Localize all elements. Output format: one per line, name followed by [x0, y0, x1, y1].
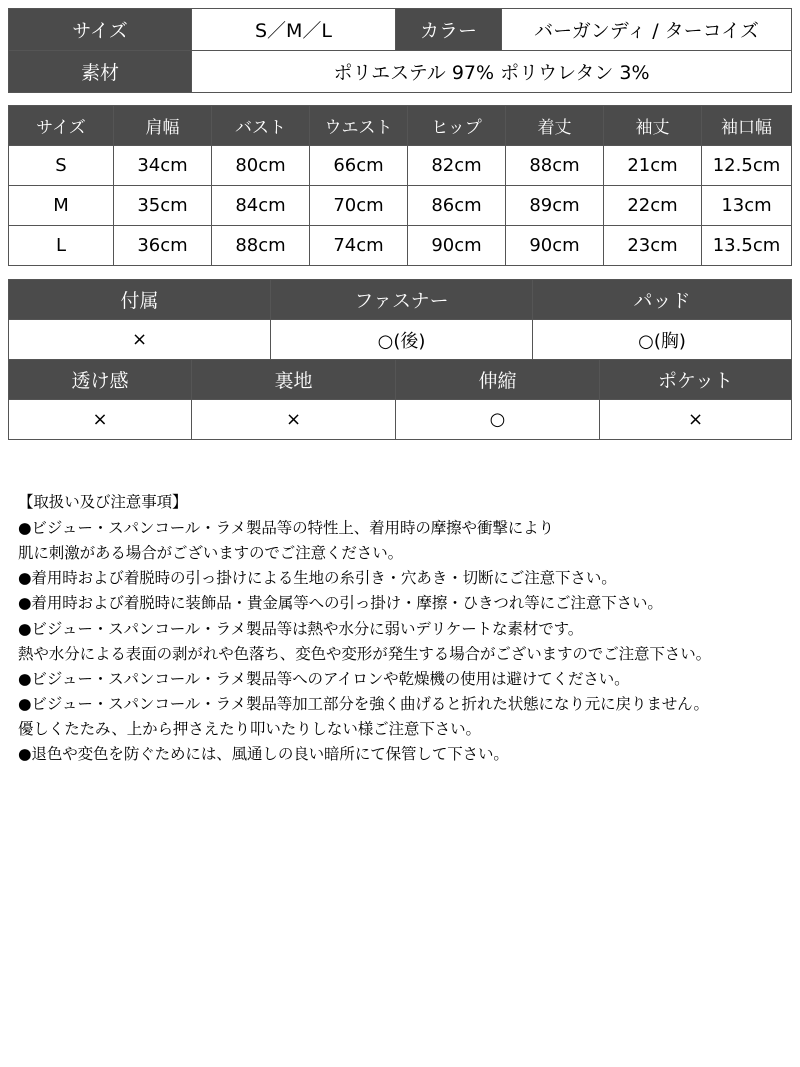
measure-header-cuff: 袖口幅	[702, 106, 792, 146]
spec-color-label: カラー	[396, 9, 502, 51]
measure-cell: 34cm	[114, 146, 212, 186]
spec-color-value: バーガンディ / ターコイズ	[502, 9, 792, 51]
table-row	[9, 226, 792, 266]
measure-header-hip: ヒップ	[408, 106, 506, 146]
measure-cell: 82cm	[408, 146, 506, 186]
attr-header-lining: 裏地	[192, 360, 396, 400]
care-note-line: ●ビジュー・スパンコール・ラメ製品等は熱や水分に弱いデリケートな素材です。	[18, 619, 584, 638]
measure-header-length: 着丈	[506, 106, 604, 146]
measure-header-bust: バスト	[212, 106, 310, 146]
attr-value-lining: ×	[192, 400, 396, 440]
measure-cell: 35cm	[114, 186, 212, 226]
table-header-row	[9, 106, 792, 146]
attr-value-zipper: ○(後)	[271, 320, 533, 360]
spec-size-label: サイズ	[9, 9, 192, 51]
care-notes-title: 【取扱い及び注意事項】	[18, 493, 188, 511]
measure-cell: 70cm	[310, 186, 408, 226]
attribute-table-2	[8, 359, 792, 440]
table-header-row	[9, 280, 792, 320]
measure-cell: L	[9, 226, 114, 266]
table-row	[9, 400, 792, 440]
attribute-table	[8, 279, 792, 360]
measure-cell: 21cm	[604, 146, 702, 186]
measure-header-size: サイズ	[9, 106, 114, 146]
measure-cell: 88cm	[212, 226, 310, 266]
measure-cell: 90cm	[408, 226, 506, 266]
measure-cell: 90cm	[506, 226, 604, 266]
measure-cell: 88cm	[506, 146, 604, 186]
care-note-line: ●着用時および着脱時に装飾品・貴金属等への引っ掛け・摩擦・ひきつれ等にご注意下さい。	[18, 594, 663, 613]
attr-value-pad: ○(胸)	[533, 320, 792, 360]
measure-cell: 36cm	[114, 226, 212, 266]
attr-header-stretch: 伸縮	[396, 360, 600, 400]
measure-cell: 13.5cm	[702, 226, 792, 266]
measure-header-shoulder: 肩幅	[114, 106, 212, 146]
measure-cell: 12.5cm	[702, 146, 792, 186]
table-row	[9, 51, 792, 93]
care-note-line: ●着用時および着脱時の引っ掛けによる生地の糸引き・穴あき・切断にご注意下さい。	[18, 569, 617, 588]
attr-header-pocket: ポケット	[600, 360, 792, 400]
measure-header-sleeve: 袖丈	[604, 106, 702, 146]
attr-header-sheer: 透け感	[9, 360, 192, 400]
measure-cell: 80cm	[212, 146, 310, 186]
measure-cell: 89cm	[506, 186, 604, 226]
attr-value-stretch: ○	[396, 400, 600, 440]
spec-material-label: 素材	[9, 51, 192, 93]
care-note-line: ●ビジュー・スパンコール・ラメ製品等の特性上、着用時の摩擦や衝撃により	[18, 519, 554, 538]
table-row	[9, 146, 792, 186]
measure-cell: S	[9, 146, 114, 186]
measure-header-waist: ウエスト	[310, 106, 408, 146]
table-row	[9, 9, 792, 51]
attr-value-pocket: ×	[600, 400, 792, 440]
measure-cell: 13cm	[702, 186, 792, 226]
care-note-line: 優しくたたみ、上から押さえたり叩いたりしない様ご注意下さい。	[18, 719, 481, 738]
measurement-table	[8, 105, 792, 266]
care-notes	[8, 490, 792, 767]
table-row	[9, 320, 792, 360]
attr-header-accessory: 付属	[9, 280, 271, 320]
measure-cell: 74cm	[310, 226, 408, 266]
attr-value-sheer: ×	[9, 400, 192, 440]
care-note-line: ●退色や変色を防ぐためには、風通しの良い暗所にて保管して下さい。	[18, 745, 509, 764]
table-header-row	[9, 360, 792, 400]
care-note-line: ●ビジュー・スパンコール・ラメ製品等へのアイロンや乾燥機の使用は避けてください。	[18, 669, 630, 688]
care-note-line: 熱や水分による表面の剥がれや色落ち、変色や変形が発生する場合がございますのでご注意下さい。	[18, 644, 712, 663]
measure-cell: 22cm	[604, 186, 702, 226]
measure-cell: 23cm	[604, 226, 702, 266]
attr-header-pad: パッド	[533, 280, 792, 320]
attr-header-zipper: ファスナー	[271, 280, 533, 320]
spec-table	[8, 8, 792, 93]
spec-material-value: ポリエステル 97% ポリウレタン 3%	[192, 51, 792, 93]
spec-size-value: S／M／L	[192, 9, 396, 51]
measure-cell: 66cm	[310, 146, 408, 186]
table-row	[9, 186, 792, 226]
measure-cell: M	[9, 186, 114, 226]
care-note-line: 肌に刺激がある場合がございますのでご注意ください。	[18, 544, 404, 563]
attr-value-accessory: ×	[9, 320, 271, 360]
care-note-line: ●ビジュー・スパンコール・ラメ製品等加工部分を強く曲げると折れた状態になり元に戻りません。	[18, 694, 709, 713]
measure-cell: 84cm	[212, 186, 310, 226]
measure-cell: 86cm	[408, 186, 506, 226]
